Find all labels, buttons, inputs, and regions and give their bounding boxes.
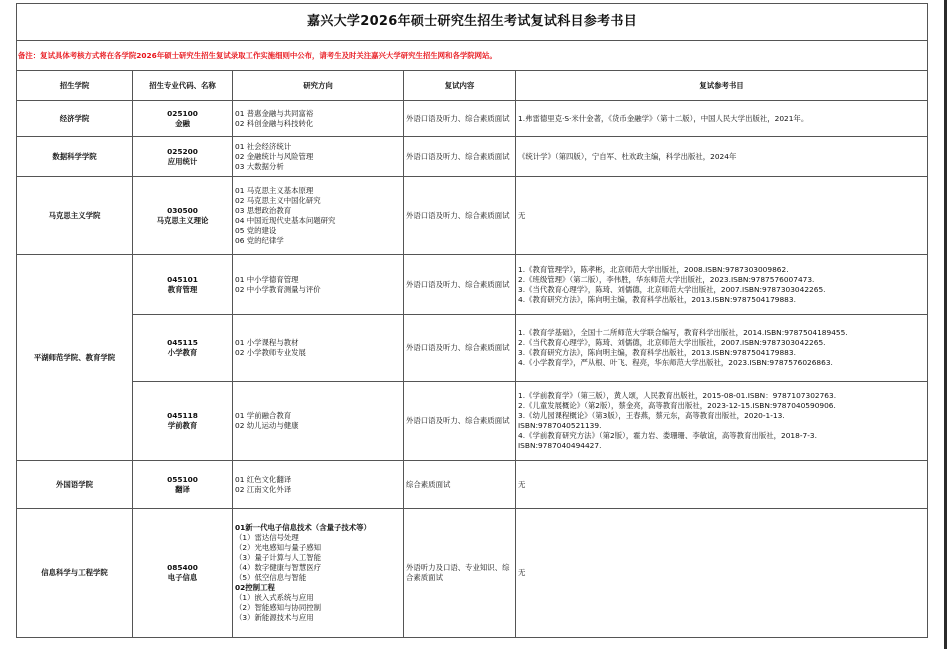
content-cell: 外语听力及口语、专业知识、综合素质面试 <box>404 509 516 638</box>
note-text: 备注：复试具体考核方式将在各学院2026年硕士研究生招生复试录取工作实施细则中公布，请考生及时关注嘉兴大学研究生招生网和各学院网站。 <box>17 41 928 71</box>
major-cell <box>133 177 233 255</box>
book-item: 4.《小学教育学》，严从根、叶飞、程亮，华东师范大学出版社，2023.ISBN:9787576026863. <box>518 358 833 367</box>
book-item: 2.《当代教育心理学》，陈琦、刘儒德，北京师范大学出版社，2007.ISBN:9787303042265. <box>518 338 826 347</box>
content-cell: 外语口语及听力、综合素质面试 <box>404 315 516 382</box>
major-code: 045118 <box>167 411 198 420</box>
book-item: 3.《幼儿园课程概论》（第3版），王春燕，蔡元东，高等教育出版社，2020-1-13. <box>518 411 785 420</box>
major-code: 055100 <box>167 474 198 484</box>
books-cell <box>516 101 928 137</box>
direction-item: （3）量子计算与人工智能 <box>235 553 322 562</box>
major-name: 电子信息 <box>167 573 198 582</box>
major-name: 马克思主义理论 <box>156 215 209 225</box>
direction-item: 06 党的纪律学 <box>235 235 284 245</box>
content-cell: 外语口语及听力、综合素质面试 <box>404 101 516 137</box>
column-header-college: 招生学院 <box>17 71 133 101</box>
major-cell <box>133 382 233 461</box>
content-cell: 外语口语及听力、综合素质面试 <box>404 177 516 255</box>
major-cell <box>133 137 233 177</box>
major-code: 045115 <box>167 338 198 347</box>
directions-cell <box>233 382 404 461</box>
content-cell: 综合素质面试 <box>404 461 516 509</box>
college-cell: 平湖师范学院、教育学院 <box>17 255 133 461</box>
direction-item: 01 学前融合教育 <box>235 411 292 420</box>
college-cell: 数据科学学院 <box>17 137 133 177</box>
book-item: ISBN:9787040521139. <box>518 421 602 430</box>
directions-cell <box>233 177 404 255</box>
major-name: 学前教育 <box>167 421 198 430</box>
directions-cell <box>233 509 404 638</box>
major-cell <box>133 461 233 509</box>
book-item: 无 <box>518 479 526 489</box>
books-cell <box>516 315 928 382</box>
major-code: 025200 <box>167 146 198 156</box>
major-name: 小学教育 <box>167 348 198 357</box>
book-item: ISBN:9787040494427. <box>518 441 602 450</box>
major-name: 教育管理 <box>167 284 198 294</box>
direction-item: 02 小学教师专业发展 <box>235 348 306 357</box>
direction-item: 01 红色文化翻译 <box>235 474 292 484</box>
book-item: 2.《班级管理》（第二版），李伟胜，华东师范大学出版社，2023.ISBN:9787576007473. <box>518 274 815 284</box>
direction-item: 01 普惠金融与共同富裕 <box>235 108 314 118</box>
direction-item: （1）嵌入式系统与应用 <box>235 593 314 602</box>
book-item: 1.《教育管理学》，陈孝彬，北京师范大学出版社，2008.ISBN:9787303009862. <box>518 264 789 274</box>
book-item: 无 <box>518 210 526 220</box>
directions-cell <box>233 315 404 382</box>
book-item: 1.《学前教育学》（第三版），黄人颂，人民教育出版社，2015-08-01.ISBN：9787107302763. <box>518 391 837 400</box>
direction-item: 02控制工程 <box>235 583 275 592</box>
table-row <box>17 255 928 315</box>
direction-item: （3）新能源技术与应用 <box>235 613 314 622</box>
content-cell: 外语口语及听力、综合素质面试 <box>404 382 516 461</box>
books-cell <box>516 382 928 461</box>
major-code: 045101 <box>167 274 198 284</box>
major-cell <box>133 315 233 382</box>
table-row <box>17 137 928 177</box>
books-cell <box>516 255 928 315</box>
book-item: 4.《教育研究方法》，陈向明主编，教育科学出版社，2013.ISBN:9787504179883. <box>518 294 796 304</box>
books-cell <box>516 461 928 509</box>
college-cell: 外国语学院 <box>17 461 133 509</box>
table-row <box>17 177 928 255</box>
major-name: 金融 <box>175 118 190 128</box>
book-item: 3.《教育研究方法》，陈向明主编，教育科学出版社，2013.ISBN:9787504179883. <box>518 348 796 357</box>
college-cell: 经济学院 <box>17 101 133 137</box>
major-cell <box>133 509 233 638</box>
book-item: 1.弗雷德里克·S·米什金著，《货币金融学》（第十二版），中国人民大学出版社，2021年。 <box>518 113 809 123</box>
direction-item: 02 幼儿运动与健康 <box>235 421 299 430</box>
major-code: 030500 <box>167 205 198 215</box>
book-item: 无 <box>518 568 526 577</box>
major-name: 应用统计 <box>167 156 198 166</box>
table-row <box>17 315 928 382</box>
table-row <box>17 461 928 509</box>
books-cell <box>516 137 928 177</box>
content-cell: 外语口语及听力、综合素质面试 <box>404 255 516 315</box>
directions-cell <box>233 137 404 177</box>
directions-cell <box>233 101 404 137</box>
direction-item: 02 金融统计与风险管理 <box>235 151 314 161</box>
column-header-directions: 研究方向 <box>233 71 404 101</box>
table-header-row <box>17 71 928 101</box>
column-header-content: 复试内容 <box>404 71 516 101</box>
direction-item: 01新一代电子信息技术（含量子技术等） <box>235 523 371 532</box>
direction-item: 02 江南文化外译 <box>235 484 292 494</box>
direction-item: 01 中小学德育管理 <box>235 274 299 284</box>
direction-item: 01 马克思主义基本原理 <box>235 185 314 195</box>
book-item: 3.《当代教育心理学》，陈琦、刘儒德，北京师范大学出版社，2007.ISBN:9787303042265. <box>518 284 826 294</box>
books-cell <box>516 177 928 255</box>
major-name: 翻译 <box>175 484 190 494</box>
table-row <box>17 509 928 638</box>
direction-item: （5）低空信息与智能 <box>235 573 307 582</box>
major-cell <box>133 255 233 315</box>
spreadsheet-document <box>16 3 927 638</box>
direction-item: 02 中小学教育测量与评价 <box>235 284 321 294</box>
books-cell <box>516 509 928 638</box>
direction-item: （2）智能感知与协同控制 <box>235 603 322 612</box>
direction-item: 01 社会经济统计 <box>235 141 292 151</box>
major-cell <box>133 101 233 137</box>
book-item: 2.《儿童发展概论》（第2版），蔡金亮，高等教育出版社，2023-12-15.ISBN:9787040590906. <box>518 401 836 410</box>
college-cell: 信息科学与工程学院 <box>17 509 133 638</box>
directions-cell <box>233 255 404 315</box>
direction-item: 05 党的建设 <box>235 225 277 235</box>
column-header-major: 招生专业代码、名称 <box>133 71 233 101</box>
direction-item: （2）光电感知与量子感知 <box>235 543 322 552</box>
book-item: 4.《学前教育研究方法》（第2版），霍力岩、娄珊珊、李敏谊，高等教育出版社，2018-7-3. <box>518 431 817 440</box>
content-cell: 外语口语及听力、综合素质面试 <box>404 137 516 177</box>
direction-item: 03 大数据分析 <box>235 161 284 171</box>
column-header-books: 复试参考书目 <box>516 71 928 101</box>
major-code: 025100 <box>167 108 198 118</box>
book-item: 《统计学》（第四版），宁自军、杜欢政主编，科学出版社，2024年 <box>518 151 737 161</box>
direction-item: （4）数字健康与智慧医疗 <box>235 563 322 572</box>
page-title: 嘉兴大学2026年硕士研究生招生考试复试科目参考书目 <box>17 4 928 41</box>
direction-item: 02 科创金融与科技转化 <box>235 118 314 128</box>
direction-item: 01 小学课程与教材 <box>235 338 299 347</box>
reference-books-table <box>16 3 928 638</box>
table-row <box>17 382 928 461</box>
directions-cell <box>233 461 404 509</box>
college-cell: 马克思主义学院 <box>17 177 133 255</box>
direction-item: 03 思想政治教育 <box>235 205 292 215</box>
direction-item: 02 马克思主义中国化研究 <box>235 195 321 205</box>
direction-item: （1）雷达信号处理 <box>235 533 299 542</box>
table-row <box>17 101 928 137</box>
book-item: 1.《教育学基础》，全国十二所师范大学联合编写，教育科学出版社，2014.ISBN:9787504189455. <box>518 328 848 337</box>
direction-item: 04 中国近现代史基本问题研究 <box>235 215 336 225</box>
major-code: 085400 <box>167 563 198 572</box>
